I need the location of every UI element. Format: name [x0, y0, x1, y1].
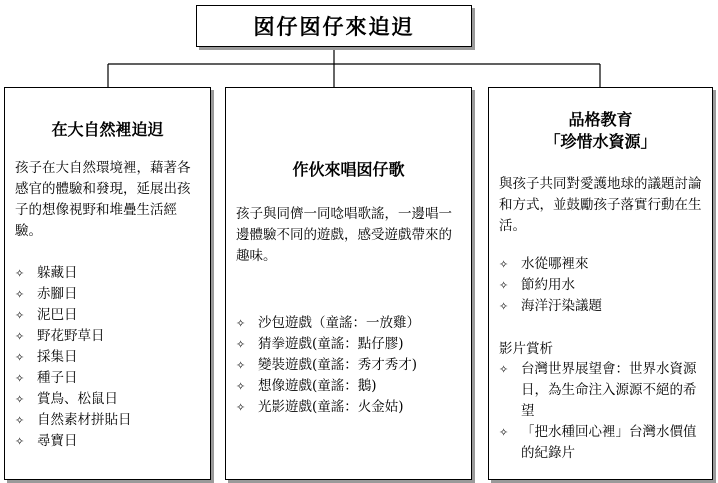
bullet-icon: ✧ [15, 435, 25, 448]
bullet-icon: ✧ [15, 414, 25, 427]
list-item [15, 368, 200, 389]
list-item [499, 422, 702, 464]
list-item-text: 沙包遊戲（童謠：一放雞） [258, 315, 420, 331]
bullet-icon: ✧ [236, 401, 246, 414]
bullet-icon: ✧ [499, 300, 509, 313]
list-item-text: 野花野草日 [37, 328, 105, 344]
list-item [499, 359, 702, 422]
branch-songs [225, 87, 472, 480]
list-item [15, 284, 200, 305]
bullet-icon: ✧ [15, 351, 25, 364]
bullet-icon: ✧ [15, 372, 25, 385]
bullet-icon: ✧ [15, 267, 25, 280]
list-item-text: 「把水種回心裡」台灣水價值的紀錄片 [521, 424, 697, 461]
list-item-text: 光影遊戲(童謠：火金姑) [258, 399, 404, 415]
branch-nature-title: 在大自然裡迫迌 [51, 120, 164, 139]
list-item-text: 自然素材拼貼日 [37, 412, 132, 428]
bullet-icon: ✧ [15, 330, 25, 343]
bullet-icon: ✧ [236, 380, 246, 393]
list-item [15, 263, 200, 284]
list-item [236, 313, 461, 334]
list-item-text: 節約用水 [521, 277, 575, 293]
root-node [196, 5, 472, 47]
list-item [15, 431, 200, 452]
branch-nature [4, 87, 211, 480]
list-item [15, 326, 200, 347]
list-item [499, 275, 702, 296]
list-item-text: 躲藏日 [37, 265, 78, 281]
branch-character-list [499, 254, 702, 317]
list-item-text: 賞鳥、松鼠日 [37, 391, 118, 407]
list-item-text: 水從哪裡來 [521, 256, 589, 272]
branch-songs-desc: 孩子與同儕一同唸唱歌謠，一邊唱一邊體驗不同的遊戲，感受遊戲帶來的趣味。 [236, 206, 452, 264]
list-item [15, 389, 200, 410]
list-item [236, 355, 461, 376]
list-item-text: 尋寶日 [37, 433, 78, 449]
branch-nature-list [15, 263, 200, 452]
film-list [499, 359, 702, 464]
branch-character-desc: 與孩子共同對愛護地球的議題討論和方式，並鼓勵孩子落實行動在生活。 [499, 176, 702, 234]
branch-songs-list [236, 313, 461, 418]
list-item [499, 296, 702, 317]
list-item-text: 種子日 [37, 370, 78, 386]
list-item [15, 347, 200, 368]
branch-character-title: 品格教育 [568, 110, 633, 129]
film-heading: 影片賞析 [499, 341, 553, 357]
list-item-text: 海洋汙染議題 [521, 298, 602, 314]
branch-songs-title: 作伙來唱囡仔歌 [292, 160, 405, 179]
bullet-icon: ✧ [15, 309, 25, 322]
list-item [499, 254, 702, 275]
list-item-text: 台灣世界展望會：世界水資源日，為生命注入源源不絕的希望 [521, 361, 697, 419]
list-item [15, 410, 200, 431]
bullet-icon: ✧ [236, 317, 246, 330]
bullet-icon: ✧ [15, 393, 25, 406]
list-item [236, 397, 461, 418]
bullet-icon: ✧ [499, 258, 509, 271]
list-item-text: 採集日 [37, 349, 78, 365]
bullet-icon: ✧ [499, 363, 509, 376]
list-item [15, 305, 200, 326]
list-item [236, 376, 461, 397]
list-item-text: 猜拳遊戲(童謠：點仔膠) [258, 336, 404, 352]
list-item [236, 334, 461, 355]
branch-character-education [488, 87, 713, 480]
list-item-text: 想像遊戲(童謠：鵝) [258, 378, 377, 394]
bullet-icon: ✧ [15, 288, 25, 301]
branch-character-subtitle: 「珍惜水資源」 [544, 132, 657, 151]
list-item-text: 赤腳日 [37, 286, 78, 302]
bullet-icon: ✧ [236, 359, 246, 372]
bullet-icon: ✧ [236, 338, 246, 351]
list-item-text: 泥巴日 [37, 307, 78, 323]
bullet-icon: ✧ [499, 279, 509, 292]
root-title: 囡仔囡仔來迫迌 [253, 14, 415, 39]
branch-nature-desc: 孩子在大自然環境裡，藉著各感官的體驗和發現，延展出孩子的想像視野和堆疊生活經驗。 [15, 160, 191, 239]
list-item-text: 變裝遊戲(童謠：秀才秀才) [258, 357, 418, 373]
bullet-icon: ✧ [499, 426, 509, 439]
